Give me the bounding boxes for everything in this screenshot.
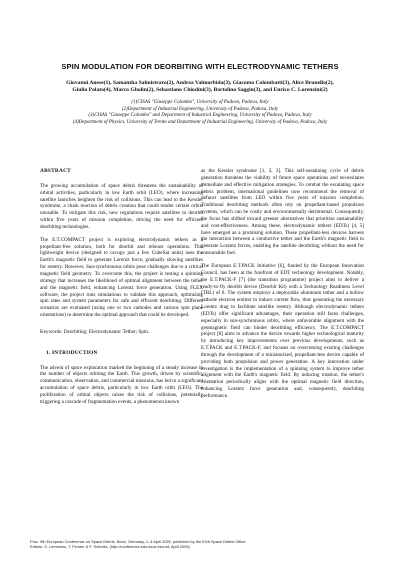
footer-line: Proc. 9th European Conference on Space Debris, Bonn, Germany, 1–4 April 2025, published by the ESA Space Debris Office	[30, 539, 246, 544]
proceedings-footer	[30, 539, 370, 549]
affiliation: (3)CISAS "Giuseppe Colombo" and Department of Industrial Engineering, University of Padova, Padova, Italy	[88, 113, 312, 119]
affiliation: (1)CISAS "Giuseppe Colombo", University of Padova, Padova, Italy	[131, 100, 269, 105]
body-paragraph: The European E.T.PACK Initiative [6], funded by the European Innovation Council, has been at the forefront of EDT technology development. Notably, the E.T.PACK-F [7] (the transition programme) project aims to deliver a ready-to-fly deorbit device (Deorbit Kit) with a Technology Readiness Level (TRL) of 8. The system employs a deployable aluminum tether and a hollow cathode electron emitter to induce current flow, thus generating the necessary Lorentz drag to facilitate satellite reentry. Although electrodynamic tethers (EDTs) offer significant advantages, their operation still faces challenges, especially in sun-synchronous orbits, where unfavorable alignment with the geomagnetic field can hinder deorbiting efficiency. The E.T.COMPACT project [8] aims to advance the device towards higher technological maturity by introducing key improvements over previous developments, such as E.T.PACK and E.T.PACK-F, and focuses on overcoming existing challenges through the development of a miniaturized, propellant-less device capable of providing both propulsion and power generation. A key innovation under investigation is the implementation of a spinning system to improve tether alignment with the Earth's magnetic field. By inducing rotation, the tether's orientation periodically aligns with the optimal magnetic field direction, enhancing Lorentz force generation and, consequently, deorbiting performance.	[201, 262, 364, 399]
author-line: Giulio Polato(4), Marco Gholin(2), Sebastiano Chiodini(3), Bortolino Saggin(3), and Enrico C. Lorenzini(2)	[72, 87, 328, 94]
paper-title: SPIN MODULATION FOR DEORBITING WITH ELECTRODYNAMIC TETHERS	[61, 62, 339, 71]
keywords: Keywords: Deorbiting; Electrodynamic Tether; Spin.	[40, 328, 150, 335]
abstract-paragraph: The growing accumulation of space debris threatens the sustainability of orbital activities, particularly in low Earth orbit (LEO), where increasing satellite launches heighten the risk of collisions. This can lead to the Kessler syndrome, a chain reaction of debris creation that could render certain orbits unusable. To mitigate this risk, new regulations require satellites to deorbit within five years of mission completion, driving the need for efficient deorbiting technologies.	[40, 182, 203, 230]
body-paragraph: as the Kessler syndrome [1, 2, 3]. This self-sustaining cycle of debris generation threatens the viability of future space operations and necessitates immediate and effective mitigation strategies. To combat the escalating space debris problem, international guidelines now recommend the removal of defunct satellites from LEO within five years of mission completion. Traditional deorbiting methods often rely on propellant-based propulsion systems, which can be costly and environmentally detrimental. Consequently, the focus has shifted toward greener alternatives that prioritize sustainability and cost-effectiveness. Among these, electrodynamic tethers (EDTs) [4, 5] have emerged as a promising solution. These propellant-less devices harness the interaction between a conductive tether and the Earth's magnetic field to generate Lorentz forces, enabling the satellite deorbiting without the need for consumable fuel.	[201, 168, 364, 257]
abstract-paragraph: The E.T.COMPACT project is exploring electrodynamic tethers as a propellant-free solution, both for deorbit and reboost operations. This lightweight device (designed to occupy just a few CubeSat units) uses the Earth's magnetic field to generate Lorentz force, gradually slowing satellites for reentry. However, Sun-synchronous orbits pose challenges due to a critical magnetic field geometry. To overcome this, the project is testing a spinning strategy that increases the likelihood of optimal alignment between the tether and the magnetic field, enhancing Lorentz force generation. Using FLEX software, the project runs simulations to validate this approach, optimizing spin rates and system parameters for safe and efficient deorbiting. Different scenarios are evaluated (using one or two cathodes and various spin plane orientations) to determine the optimal approach that could be developed.	[40, 236, 203, 319]
author-list	[40, 80, 360, 95]
footer-line: Editors: S. Lemmens, T. Flohrer & F. Schmitz, (http://conference.sdo.esoc.esa.int, April 2025)	[30, 544, 190, 550]
right-column	[201, 168, 364, 406]
left-column	[40, 168, 203, 412]
introduction-heading: 1. INTRODUCTION	[46, 349, 98, 356]
affiliation: (4)Department of Physics, University of Trento and Department of Industrial Engineering, University of Padova, Padova, Italy	[72, 119, 328, 125]
author-line: Giovanni Anese(1), Samantha Salmistraro(2), Andrea Valmorbida(3), Giacomo Colombatti(3), Alice Brunello(2),	[66, 80, 334, 86]
affiliation: (2)Department of Industrial Engineering, University of Padova, Padova, Italy	[121, 106, 279, 112]
abstract-heading: ABSTRACT	[40, 168, 71, 174]
affiliation-list	[20, 100, 380, 126]
introduction-paragraph: The advent of space exploration marked the beginning of a steady increase in the number of objects orbiting the Earth. This growth, driven by scientific, communication, observation, and commercial missions, has led to a significant accumulation of space debris, particularly in low Earth orbit (LEO). The proliferation of orbital objects raises the risk of collisions, potentially triggering a cascade of fragmentation events, a phenomenon known	[40, 364, 203, 405]
